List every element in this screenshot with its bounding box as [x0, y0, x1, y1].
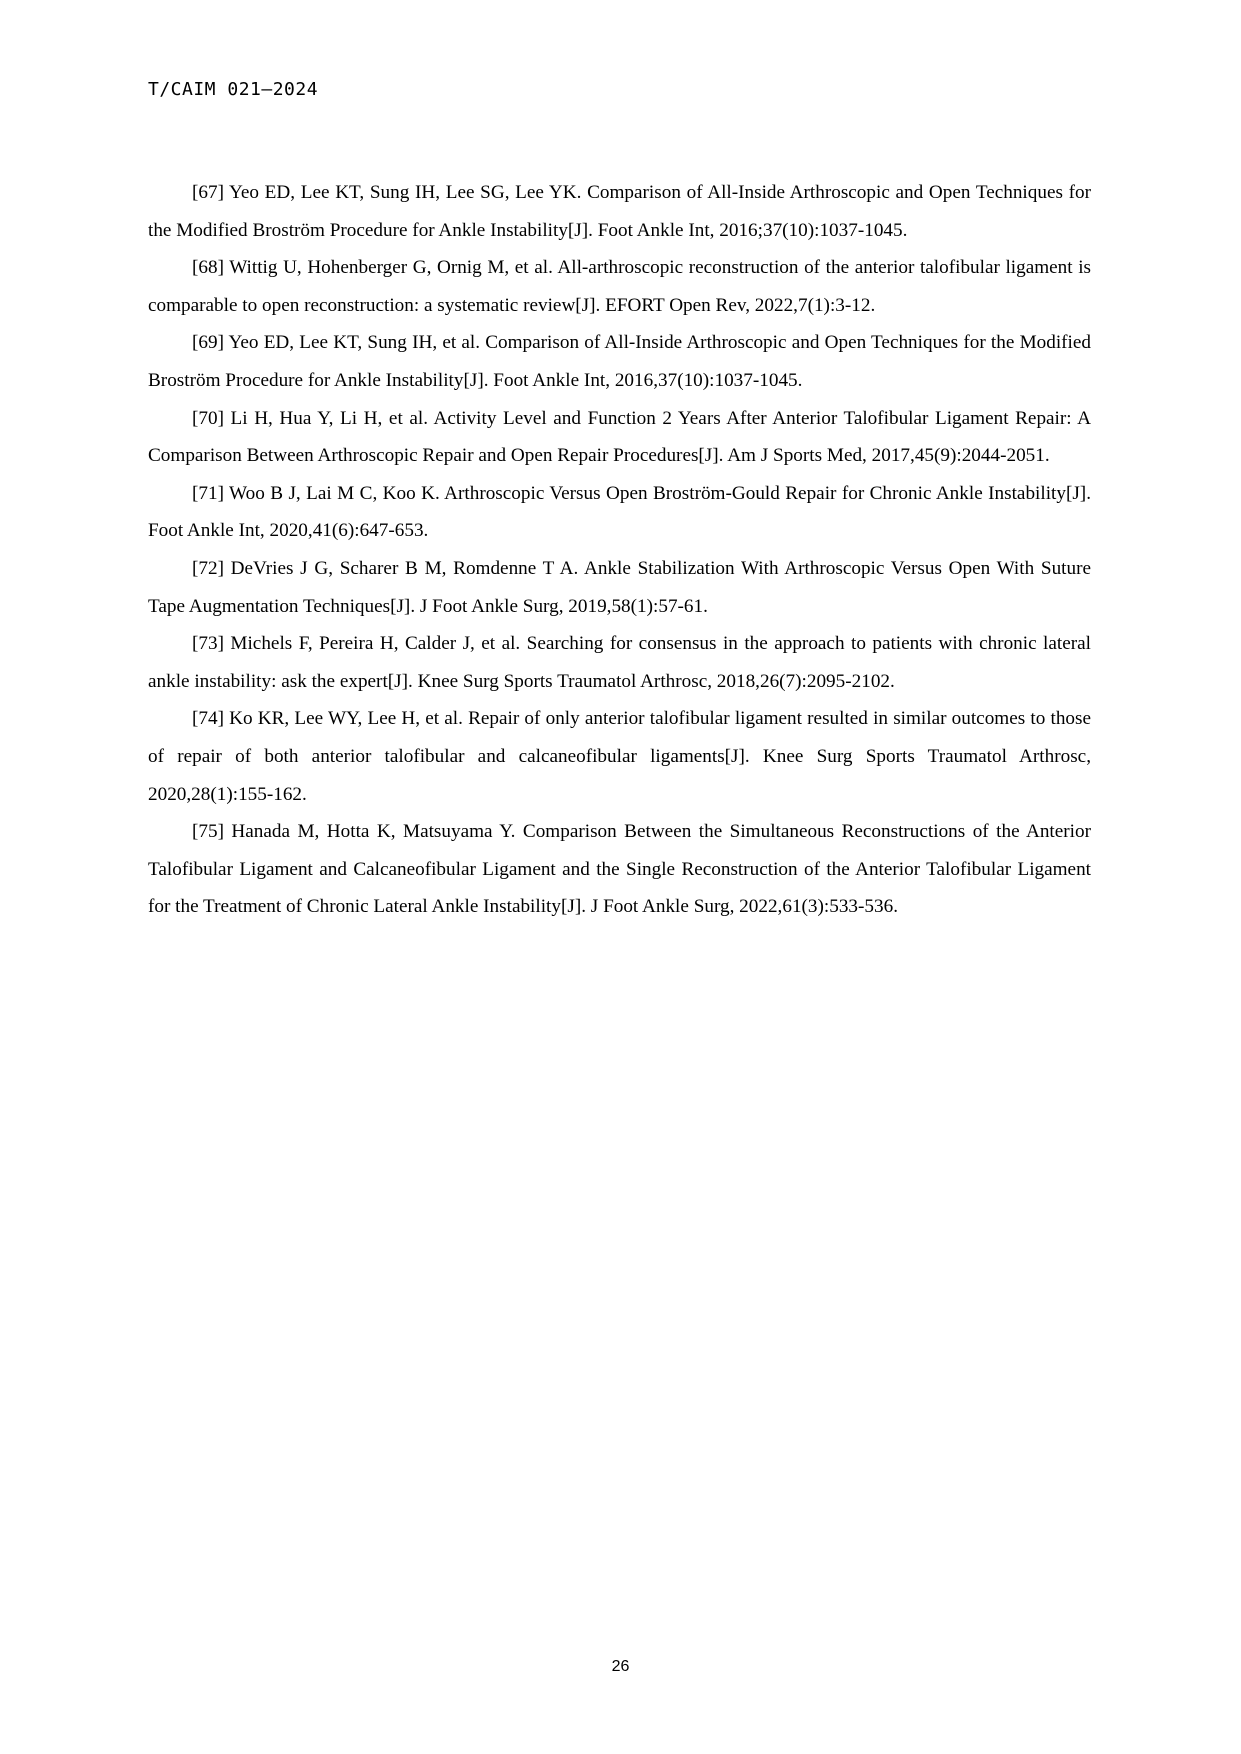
document-code-header: T/CAIM 021—2024 — [148, 79, 319, 100]
page-number: 26 — [611, 1658, 630, 1675]
reference-entry-73: [73] Michels F, Pereira H, Calder J, et al. Searching for consensus in the approach to patients with chronic lateral ankle instability: ask the expert[J]. Knee Surg Sports Traumatol Arthrosc, 2018,26(7):2095-2102. — [148, 633, 1091, 692]
reference-entry-70: [70] Li H, Hua Y, Li H, et al. Activity Level and Function 2 Years After Anterior Talofibular Ligament Repair: A Comparison Between Arthroscopic Repair and Open Repair Procedures[J]. Am J Sports Med, 2017,45(9):2044-2051. — [148, 407, 1091, 467]
reference-entry-75: [75] Hanada M, Hotta K, Matsuyama Y. Comparison Between the Simultaneous Reconstructions of the Anterior Talofibular Ligament and Calcaneofibular Ligament and the Single Reconstruction of the Anterior Talofibular Ligament for the Treatment of Chronic Lateral Ankle Instability[J]. J Foot Ankle Surg, 2022,61(3):533-536. — [148, 821, 1091, 918]
reference-entry-71: [71] Woo B J, Lai M C, Koo K. Arthroscopic Versus Open Broström-Gould Repair for Chronic Ankle Instability[J]. Foot Ankle Int, 2020,41(6):647-653. — [148, 482, 1091, 542]
reference-entry-72: [72] DeVries J G, Scharer B M, Romdenne T A. Ankle Stabilization With Arthroscopic Versus Open With Suture Tape Augmentation Techniques[J]. J Foot Ankle Surg, 2019,58(1):57-61. — [148, 557, 1091, 617]
reference-entry-69: [69] Yeo ED, Lee KT, Sung IH, et al. Comparison of All-Inside Arthroscopic and Open Techniques for the Modified Broström Procedure for Ankle Instability[J]. Foot Ankle Int, 2016,37(10):1037-1045. — [148, 332, 1091, 391]
reference-entry-67: [67] Yeo ED, Lee KT, Sung IH, Lee SG, Lee YK. Comparison of All-Inside Arthroscopic and Open Techniques for the Modified Broström Procedure for Ankle Instability[J]. Foot Ankle Int, 2016;37(10):1037-1045. — [148, 182, 1091, 241]
reference-entry-68: [68] Wittig U, Hohenberger G, Ornig M, et al. All-arthroscopic reconstruction of the anterior talofibular ligament is comparable to open reconstruction: a systematic review[J]. EFORT Open Rev, 2022,7(1):3-12. — [148, 257, 1091, 316]
reference-list — [148, 174, 1091, 926]
reference-entry-74: [74] Ko KR, Lee WY, Lee H, et al. Repair of only anterior talofibular ligament resulted in similar outcomes to those of repair of both anterior talofibular and calcaneofibular ligaments[J]. Knee Surg Sports Traumatol Arthrosc, 2020,28(1):155-162. — [148, 708, 1091, 805]
